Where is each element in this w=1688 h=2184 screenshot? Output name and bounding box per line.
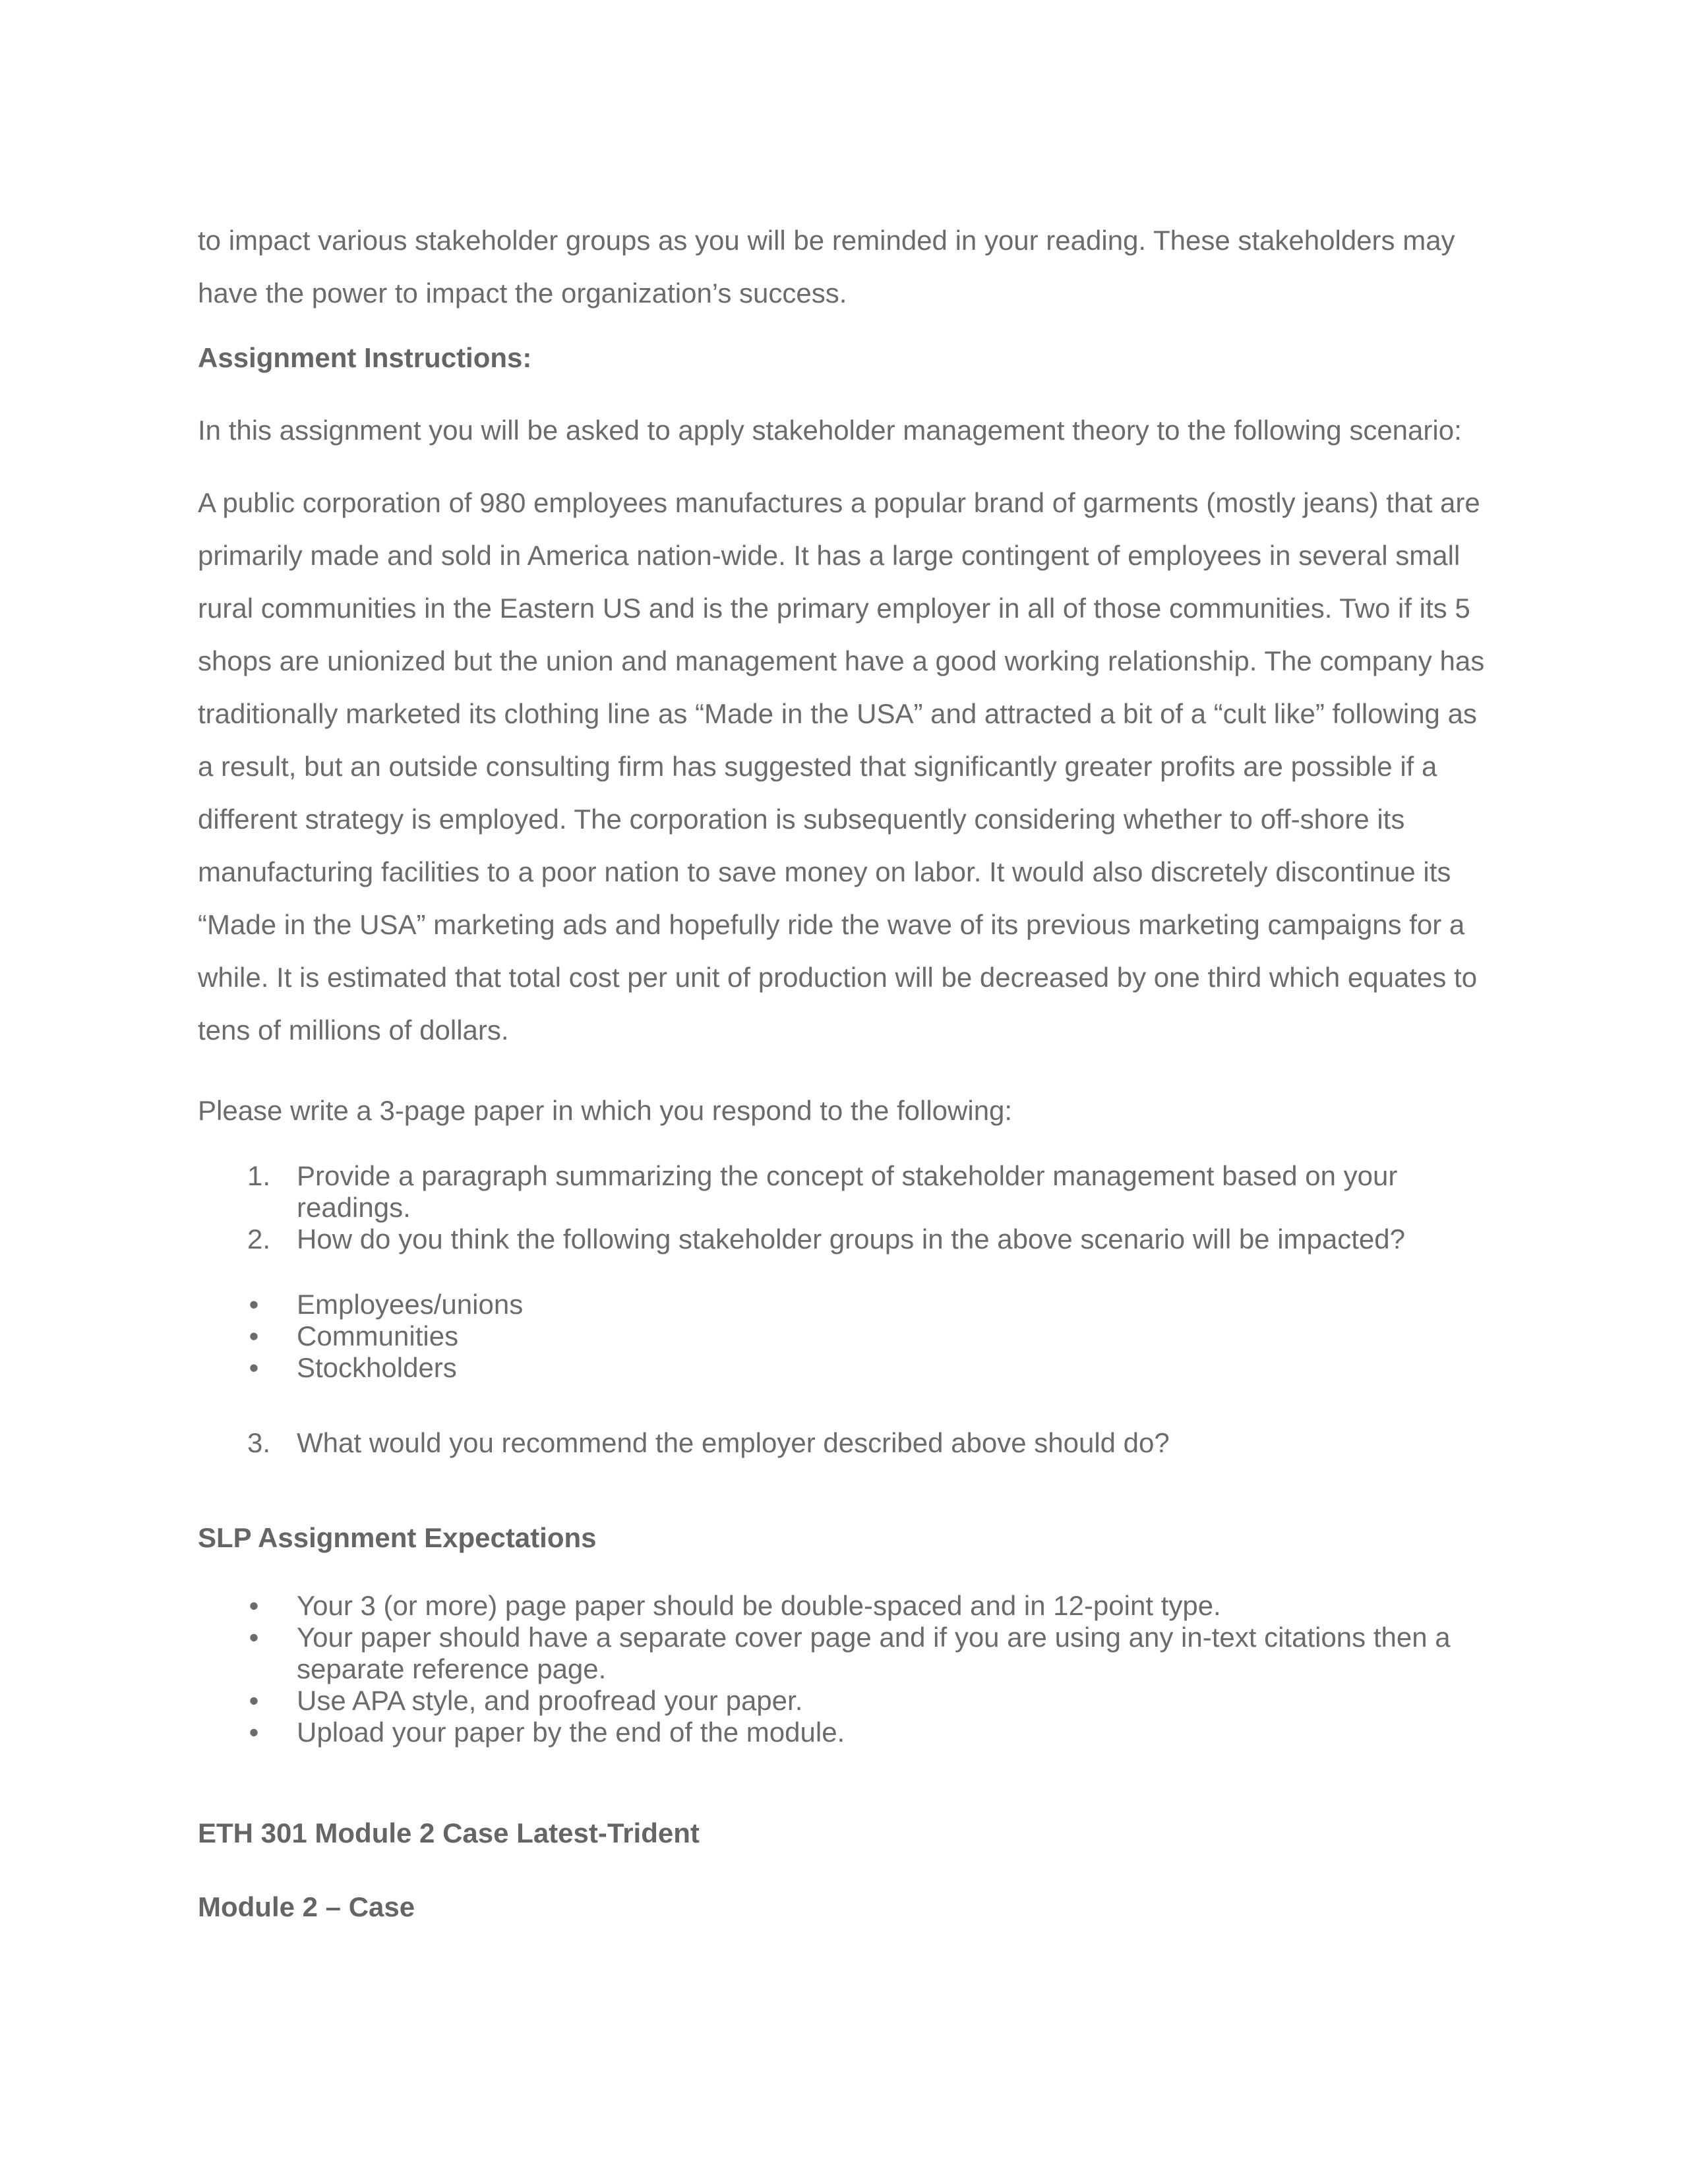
list-item bbox=[198, 1224, 1503, 1255]
text-line: primarily made and sold in America nation-wide. It has a large contingent of employees in several small bbox=[198, 540, 1461, 571]
please-write-paragraph: Please write a 3-page paper in which you respond to the following: bbox=[198, 1095, 1013, 1126]
text-line: rural communities in the Eastern US and is the primary employer in all of those communities. Two if its 5 bbox=[198, 593, 1470, 624]
list-item bbox=[198, 1717, 1503, 1748]
list-number: 2. bbox=[247, 1224, 270, 1254]
list-number: 1. bbox=[247, 1160, 270, 1191]
list-item bbox=[198, 1427, 1503, 1459]
text-line: to impact various stakeholder groups as you will be reminded in your reading. These stakeholders may bbox=[198, 225, 1455, 256]
text-line: a result, but an outside consulting firm has suggested that significantly greater profits are possible if a bbox=[198, 751, 1437, 782]
numbered-list-recommendation bbox=[198, 1427, 1503, 1459]
instruction-paragraph: In this assignment you will be asked to apply stakeholder management theory to the following scenario: bbox=[198, 415, 1462, 446]
text-line: shops are unionized but the union and management have a good working relationship. The company has bbox=[198, 645, 1485, 676]
module-case-heading: Module 2 – Case bbox=[198, 1891, 415, 1922]
bullet-icon: • bbox=[249, 1622, 259, 1653]
numbered-list-questions bbox=[198, 1160, 1503, 1255]
list-item-text: readings. bbox=[297, 1192, 411, 1223]
scenario-paragraph bbox=[198, 477, 1503, 1057]
text-line: tens of millions of dollars. bbox=[198, 1015, 509, 1046]
list-item-text: Communities bbox=[297, 1320, 459, 1351]
bullet-icon: • bbox=[249, 1352, 259, 1383]
bullet-icon: • bbox=[249, 1685, 259, 1716]
list-item-text: What would you recommend the employer described above should do? bbox=[297, 1427, 1170, 1458]
assignment-instructions-heading: Assignment Instructions: bbox=[198, 342, 532, 373]
list-item-text: Your 3 (or more) page paper should be double-spaced and in 12-point type. bbox=[297, 1590, 1221, 1621]
list-item-text: Upload your paper by the end of the module. bbox=[297, 1717, 845, 1748]
intro-paragraph bbox=[198, 214, 1503, 320]
list-item bbox=[198, 1289, 1503, 1320]
list-item-text: Use APA style, and proofread your paper. bbox=[297, 1685, 803, 1716]
list-item bbox=[198, 1685, 1503, 1717]
text-line: while. It is estimated that total cost per unit of production will be decreased by one third which equates to bbox=[198, 962, 1478, 993]
list-item bbox=[198, 1320, 1503, 1352]
bullet-icon: • bbox=[249, 1320, 259, 1351]
list-item-text: Employees/unions bbox=[297, 1289, 524, 1320]
bullet-icon: • bbox=[249, 1717, 259, 1748]
text-line: have the power to impact the organization’s success. bbox=[198, 278, 847, 309]
text-line: traditionally marketed its clothing line as “Made in the USA” and attracted a bit of a “cult like” following as bbox=[198, 698, 1477, 729]
case-title-heading: ETH 301 Module 2 Case Latest-Trident bbox=[198, 1817, 700, 1848]
bullet-icon: • bbox=[249, 1590, 259, 1621]
list-item bbox=[198, 1590, 1503, 1622]
list-item bbox=[198, 1352, 1503, 1384]
list-item-text: How do you think the following stakeholder groups in the above scenario will be impacted? bbox=[297, 1224, 1405, 1254]
bullet-icon: • bbox=[249, 1289, 259, 1320]
list-item bbox=[198, 1622, 1503, 1685]
expectations-bullet-list bbox=[198, 1590, 1503, 1748]
text-line: “Made in the USA” marketing ads and hopefully ride the wave of its previous marketing campaigns for a bbox=[198, 909, 1465, 940]
text-line: manufacturing facilities to a poor nation to save money on labor. It would also discretely discontinue its bbox=[198, 856, 1451, 887]
list-item-text: Your paper should have a separate cover page and if you are using any in-text citations then a bbox=[297, 1622, 1451, 1653]
text-line: different strategy is employed. The corporation is subsequently considering whether to off-shore its bbox=[198, 804, 1405, 835]
list-item bbox=[198, 1160, 1503, 1224]
list-item-text: separate reference page. bbox=[297, 1653, 607, 1684]
stakeholder-bullet-list bbox=[198, 1289, 1503, 1384]
list-item-text: Provide a paragraph summarizing the concept of stakeholder management based on your bbox=[297, 1160, 1398, 1191]
text-line: A public corporation of 980 employees manufactures a popular brand of garments (mostly jeans) that are bbox=[198, 487, 1480, 518]
list-number: 3. bbox=[247, 1427, 270, 1458]
slp-expectations-heading: SLP Assignment Expectations bbox=[198, 1522, 597, 1553]
list-item-text: Stockholders bbox=[297, 1352, 457, 1383]
